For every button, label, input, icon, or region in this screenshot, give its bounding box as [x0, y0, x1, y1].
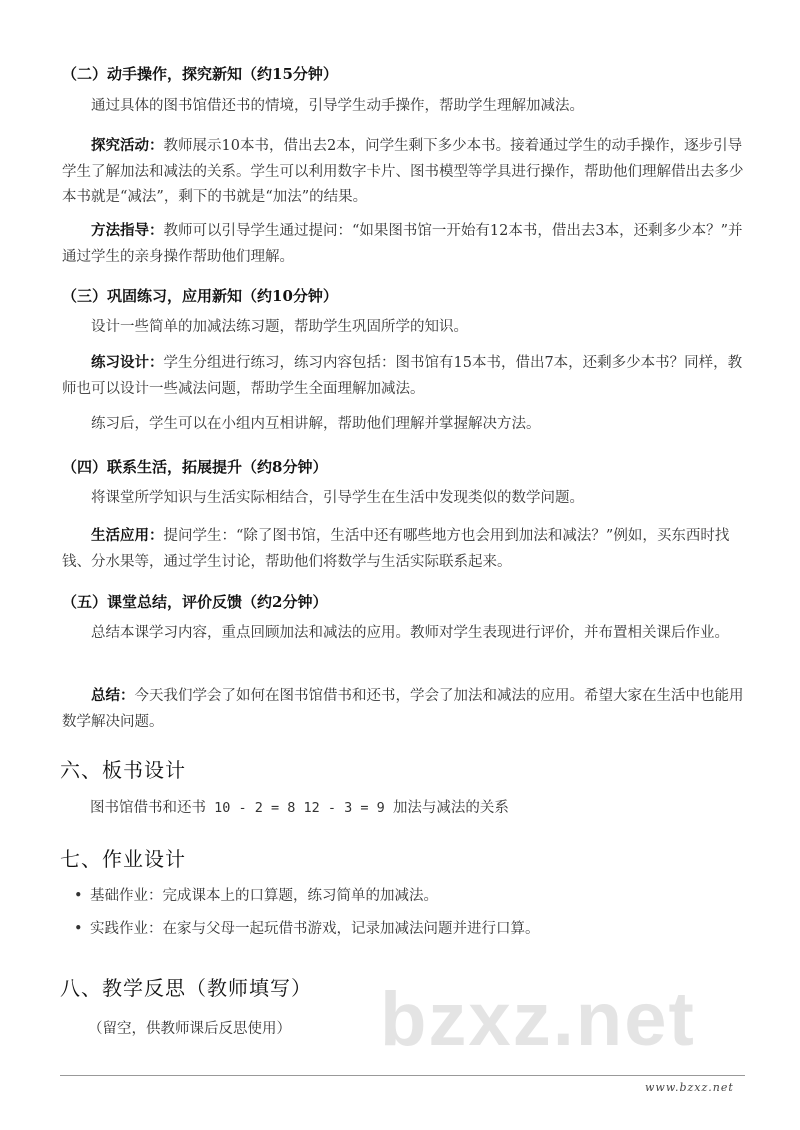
- section-4-life: [62, 523, 752, 575]
- homework-item: [74, 918, 540, 940]
- board-equations: 10 - 2 = 8 12 - 3 = 9: [206, 800, 393, 816]
- method-text: 教师可以引导学生通过提问：“如果图书馆一开始有12本书，借出去3本，还剩多少本？”并通过学生的亲身操作帮助他们理解。: [62, 223, 743, 265]
- section-4-heading: （四）联系生活，拓展提升（约8分钟）: [62, 458, 328, 476]
- method-label: 方法指导：: [91, 222, 164, 239]
- life-text: 提问学生：“除了图书馆，生活中还有哪些地方也会用到加法和减法？”例如，买东西时找钱、分水果等，通过学生讨论，帮助他们将数学与生活实际联系起来。: [62, 528, 730, 570]
- bullet-icon: •: [74, 888, 83, 904]
- summary-label: 总结：: [91, 687, 135, 704]
- section-4-intro: 将课堂所学知识与生活实际相结合，引导学生在生活中发现类似的数学问题。: [91, 490, 584, 506]
- board-part2: 加法与减法的关系: [392, 800, 509, 816]
- practice-label: 练习设计：: [91, 354, 164, 371]
- summary-text: 今天我们学会了如何在图书馆借书和还书，学会了加法和减法的应用。希望大家在生活中也能用数学解决问题。: [62, 688, 744, 730]
- homework-heading: 七、作业设计: [60, 847, 186, 871]
- reflection-note: （留空，供教师课后反思使用）: [88, 1021, 291, 1037]
- section-5-summary: [62, 683, 752, 735]
- board-part1: 图书馆借书和还书: [90, 800, 206, 816]
- section-3-intro: 设计一些简单的加减法练习题，帮助学生巩固所学的知识。: [91, 319, 468, 335]
- board-heading: 六、板书设计: [60, 758, 186, 782]
- practice-text: 学生分组进行练习，练习内容包括：图书馆有15本书，借出7本，还剩多少本书？同样，教师也可以设计一些减法问题，帮助学生全面理解加减法。: [62, 355, 743, 397]
- footer-url: www.bzxz.net: [645, 1081, 734, 1094]
- activity-label: 探究活动：: [91, 137, 164, 154]
- section-2-intro: 通过具体的图书馆借还书的情境，引导学生动手操作，帮助学生理解加减法。: [91, 98, 584, 114]
- section-2-activity: [62, 133, 752, 211]
- section-2-heading: （二）动手操作，探究新知（约15分钟）: [62, 65, 338, 83]
- bullet-icon: •: [74, 921, 83, 937]
- reflection-heading: 八、教学反思（教师填写）: [60, 976, 312, 1000]
- section-5-intro: 总结本课学习内容，重点回顾加法和减法的应用。教师对学生表现进行评价，并布置相关课后作业。: [91, 625, 729, 641]
- board-content: [90, 797, 509, 819]
- homework-item: [74, 885, 438, 907]
- section-2-method: [62, 218, 752, 270]
- section-3-after: 练习后，学生可以在小组内互相讲解，帮助他们理解并掌握解决方法。: [91, 416, 541, 432]
- section-3-heading: （三）巩固练习，应用新知（约10分钟）: [62, 287, 338, 305]
- homework-item-text: 实践作业：在家与父母一起玩借书游戏，记录加减法问题并进行口算。: [90, 921, 540, 937]
- watermark: bzxz.net: [380, 977, 696, 1062]
- section-3-practice: [62, 350, 752, 402]
- life-label: 生活应用：: [91, 527, 164, 544]
- homework-item-text: 基础作业：完成课本上的口算题，练习简单的加减法。: [90, 888, 438, 904]
- activity-text: 教师展示10本书，借出去2本，问学生剩下多少本书。接着通过学生的动手操作，逐步引导学生了解加法和减法的关系。学生可以利用数字卡片、图书模型等学具进行操作，帮助他们理解借出去多少本书就是“减法”，剩下的书就是“加法”的结果。: [62, 138, 744, 205]
- section-5-heading: （五）课堂总结，评价反馈（约2分钟）: [62, 593, 328, 611]
- footer-divider: [60, 1075, 745, 1076]
